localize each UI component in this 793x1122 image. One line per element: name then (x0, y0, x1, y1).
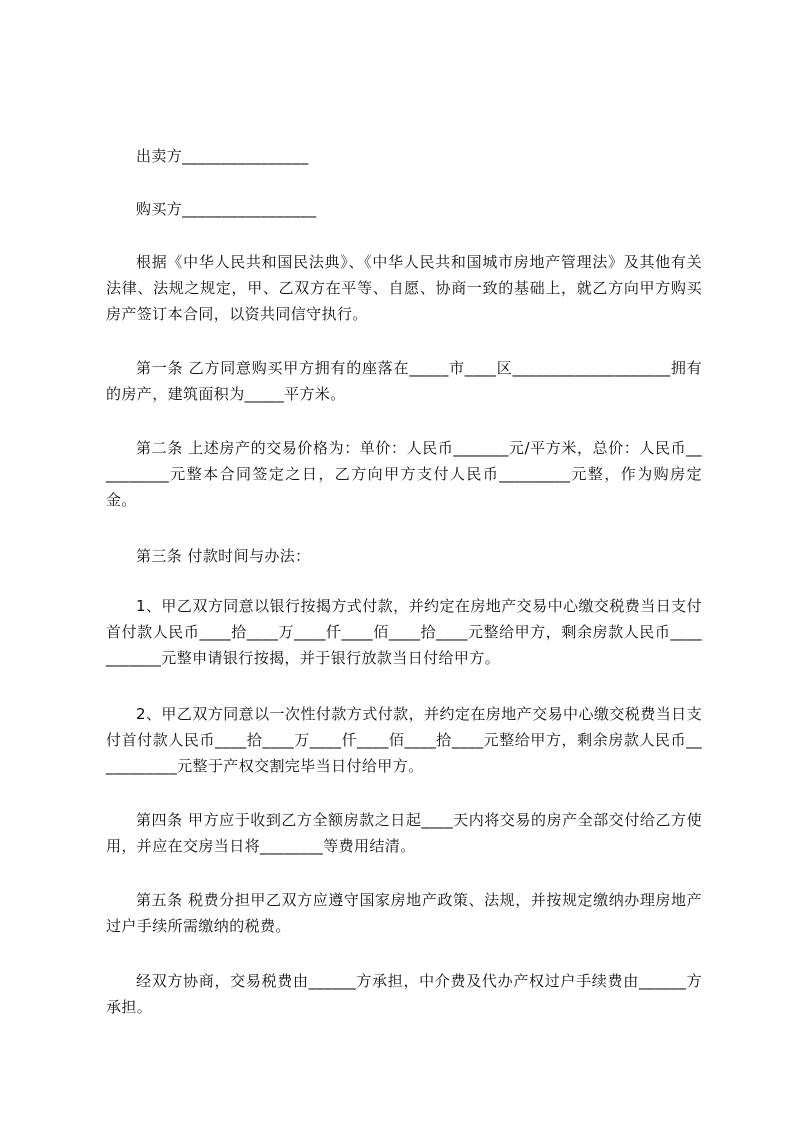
fee-sharing-paragraph: 经双方协商，交易税费由______方承担，中介费及代办产权过户手续费由______方承担。 (106, 972, 702, 1016)
article-3-heading: 第三条 付款时间与办法： (136, 547, 311, 565)
article-1: 第一条 乙方同意购买甲方拥有的座落在_____市____区____________________拥有的房产，建筑面积为_____平方米。 (106, 359, 702, 403)
intro-paragraph: 根据《中华人民共和国民法典》、《中华人民共和国城市房地产管理法》及其他有关法律、法规之规定，甲、乙双方在平等、自愿、协商一致的基础上，就乙方向甲方购买房产签订本合同，以资共同信守执行。 (106, 253, 702, 323)
payment-option-1: 1、甲乙双方同意以银行按揭方式付款，并约定在房地产交易中心缴交税费当日支付首付款人民币____拾____万____仟____佰____拾____元整给甲方，剩余房款人民币___________元整申请银行按揭，并于银行放款当日付给甲方。 (106, 597, 702, 667)
article-5: 第五条 税费分担甲乙双方应遵守国家房地产政策、法规，并按规定缴纳办理房地产过户手续所需缴纳的税费。 (106, 891, 702, 935)
buyer-line: 购买方_________________ (136, 200, 317, 218)
payment-option-2: 2、甲乙双方同意以一次性付款方式付款，并约定在房地产交易中心缴交税费当日支付首付款人民币____拾____万____仟____佰____拾____元整给甲方，剩余房款人民币___________元整于产权交割完毕当日付给甲方。 (106, 705, 702, 775)
seller-line: 出卖方________________ (136, 147, 309, 165)
article-2: 第二条 上述房产的交易价格为：单价：人民币_______元/平方米，总价：人民币__________元整本合同签定之日，乙方向甲方支付人民币_________元整，作为购房定金。 (106, 439, 702, 509)
article-4: 第四条 甲方应于收到乙方全额房款之日起____天内将交易的房产全部交付给乙方使用，并应在交房当日将________等费用结清。 (106, 811, 702, 855)
